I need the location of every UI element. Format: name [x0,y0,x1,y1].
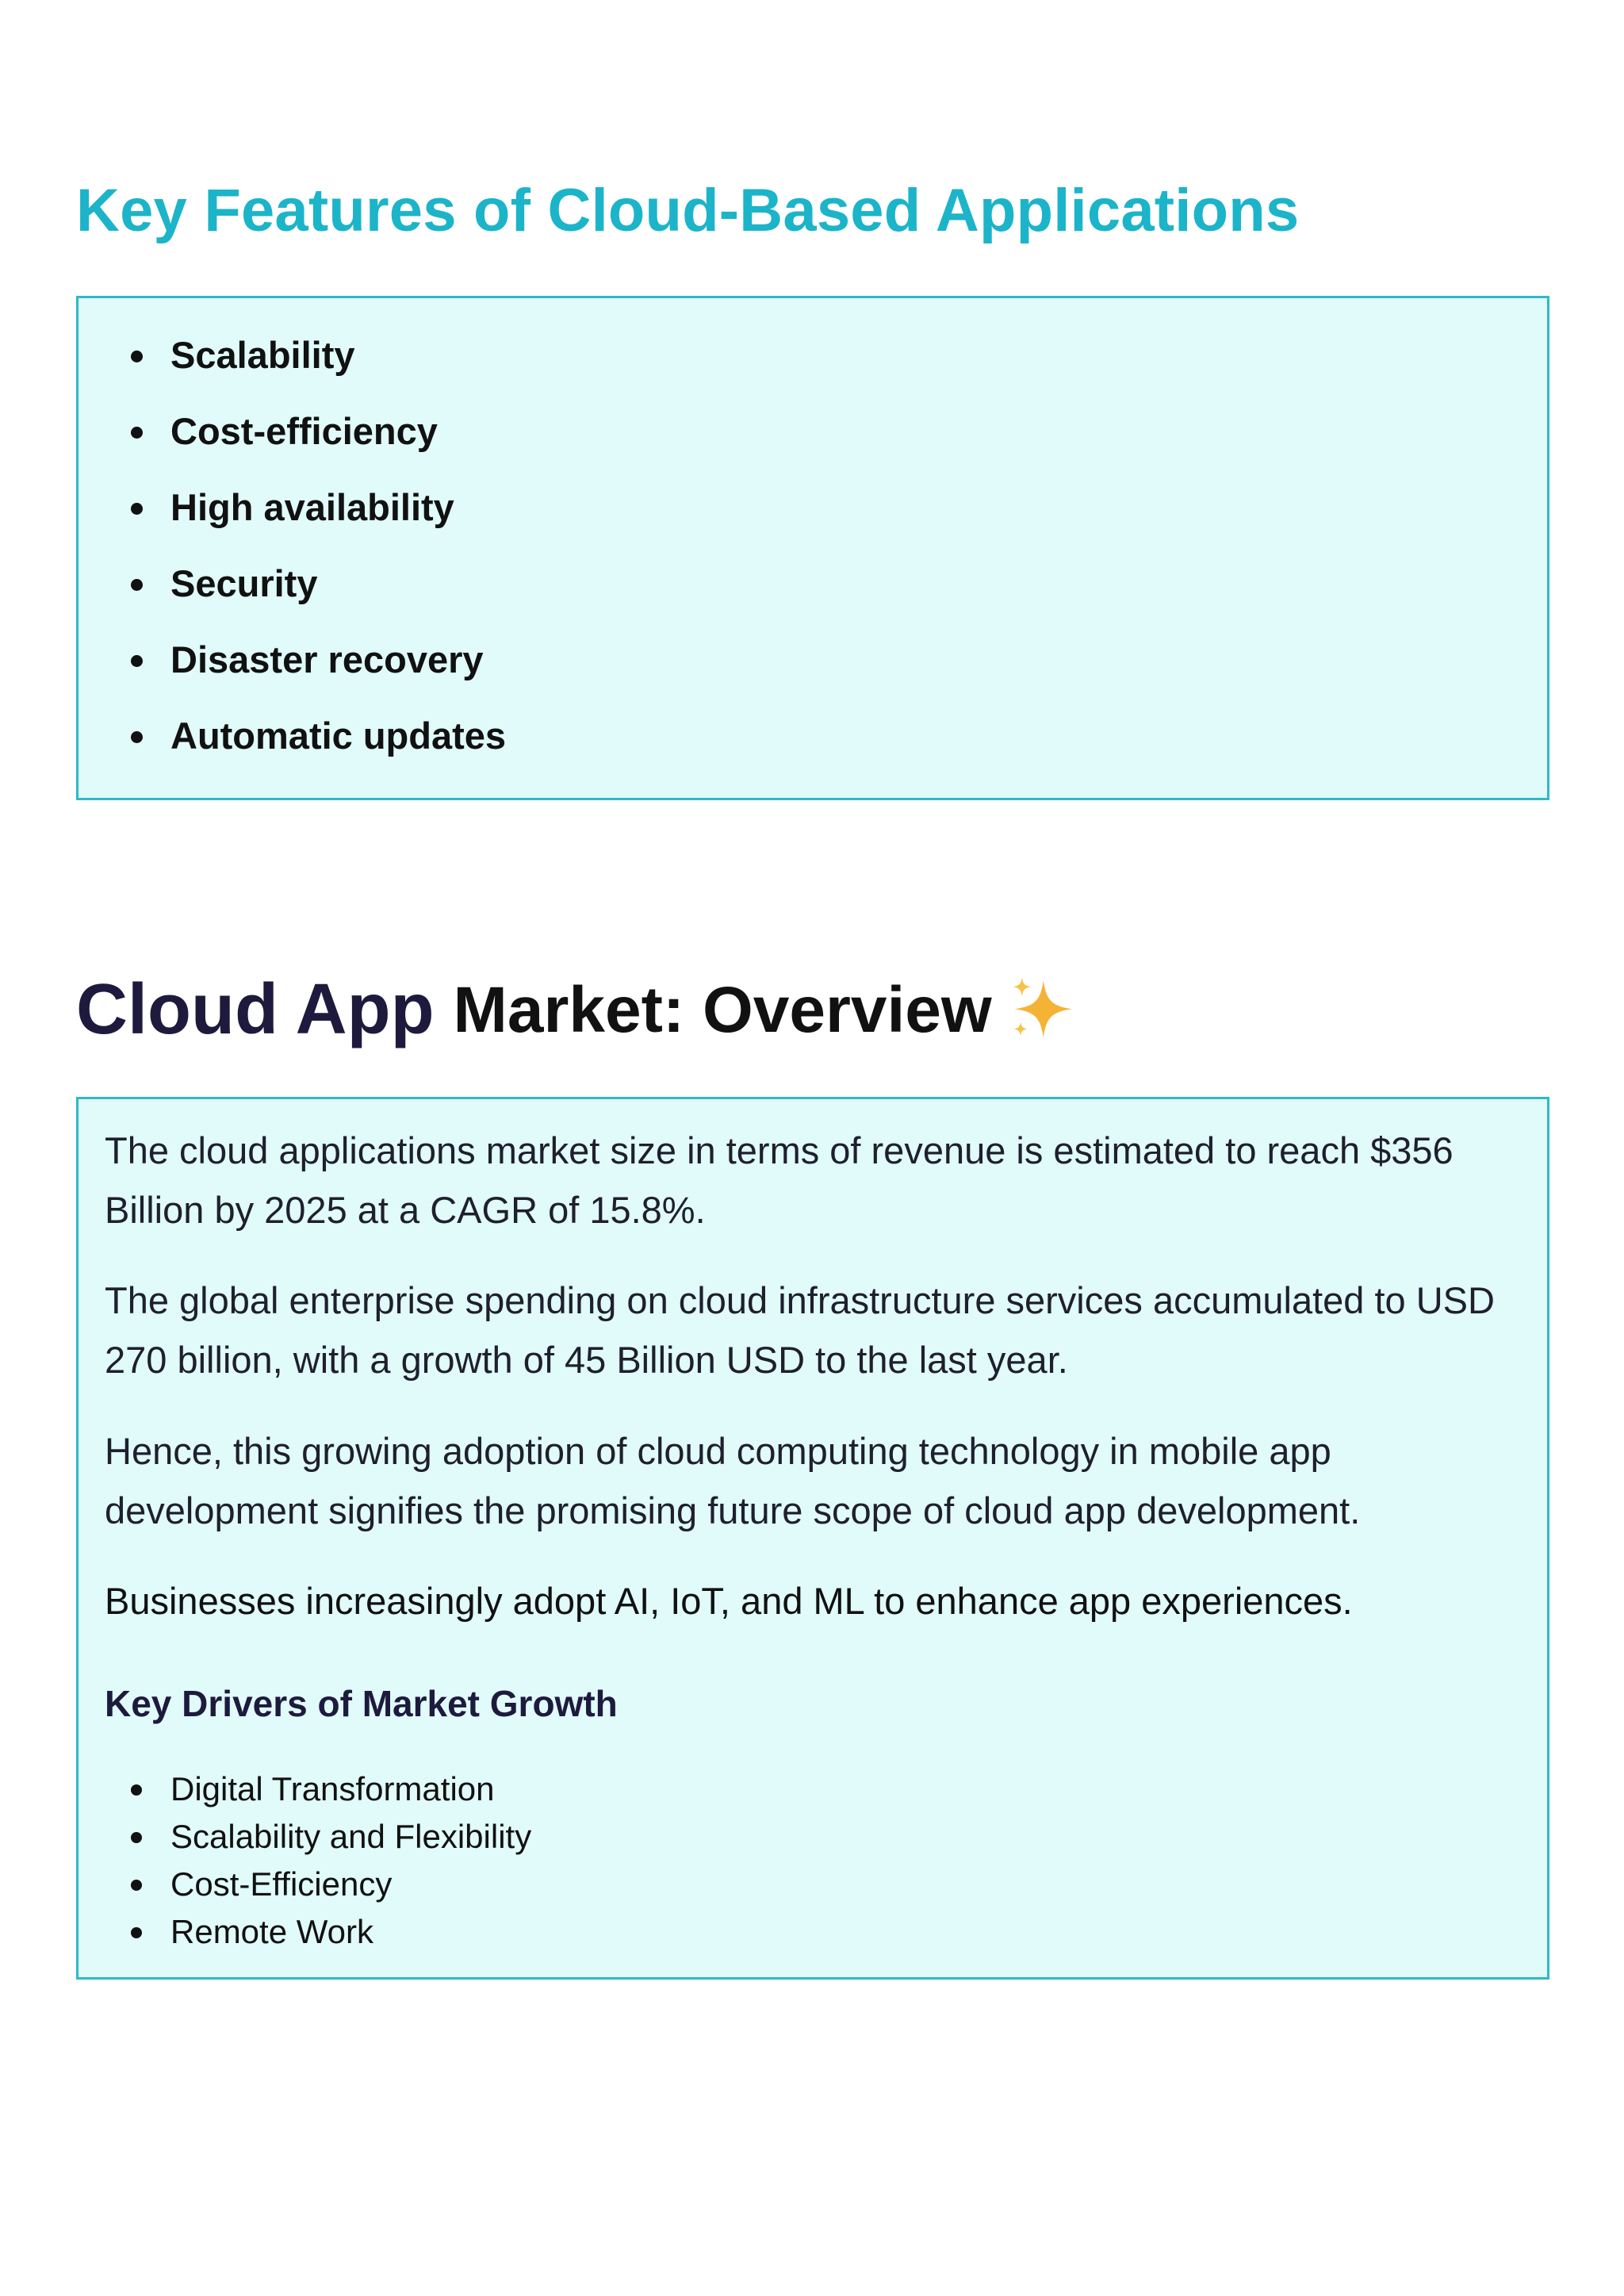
overview-title-part2: Market: Overview [453,973,992,1046]
feature-item: High availability [79,482,1547,558]
feature-item: Disaster recovery [79,634,1547,711]
overview-paragraph: The cloud applications market size in terms of revenue is estimated to reach $356 Billion by 2025 at a CAGR of 15.8%. [105,1129,1454,1231]
driver-item: Digital Transformation [79,1767,1547,1815]
features-title: Key Features of Cloud-Based Applications [76,177,1300,244]
sparkles-icon [1006,975,1078,1046]
feature-item: Security [79,558,1547,634]
overview-paragraph: Businesses increasingly adopt AI, IoT, and ML to enhance app experiences. [105,1580,1353,1622]
overview-title-part1: Cloud App [76,970,435,1049]
overview-paragraph: Hence, this growing adoption of cloud computing technology in mobile app development signifies the promising future scope of cloud app development. [105,1430,1361,1531]
feature-item: Cost-efficiency [79,406,1547,482]
drivers-list [79,1767,1547,1957]
driver-item: Scalability and Flexibility [79,1815,1547,1862]
overview-paragraph: The global enterprise spending on cloud infrastructure services accumulated to USD 270 billion, with a growth of 45 Billion USD to the last year. [105,1279,1495,1381]
feature-item: Automatic updates [79,711,1547,761]
driver-item: Remote Work [79,1910,1547,1957]
overview-box [76,1097,1549,1980]
features-box [76,296,1549,800]
feature-item: Scalability [79,330,1547,406]
features-list [79,330,1547,761]
drivers-heading: Key Drivers of Market Growth [105,1683,618,1724]
driver-item: Cost-Efficiency [79,1862,1547,1910]
overview-title [76,969,1078,1051]
